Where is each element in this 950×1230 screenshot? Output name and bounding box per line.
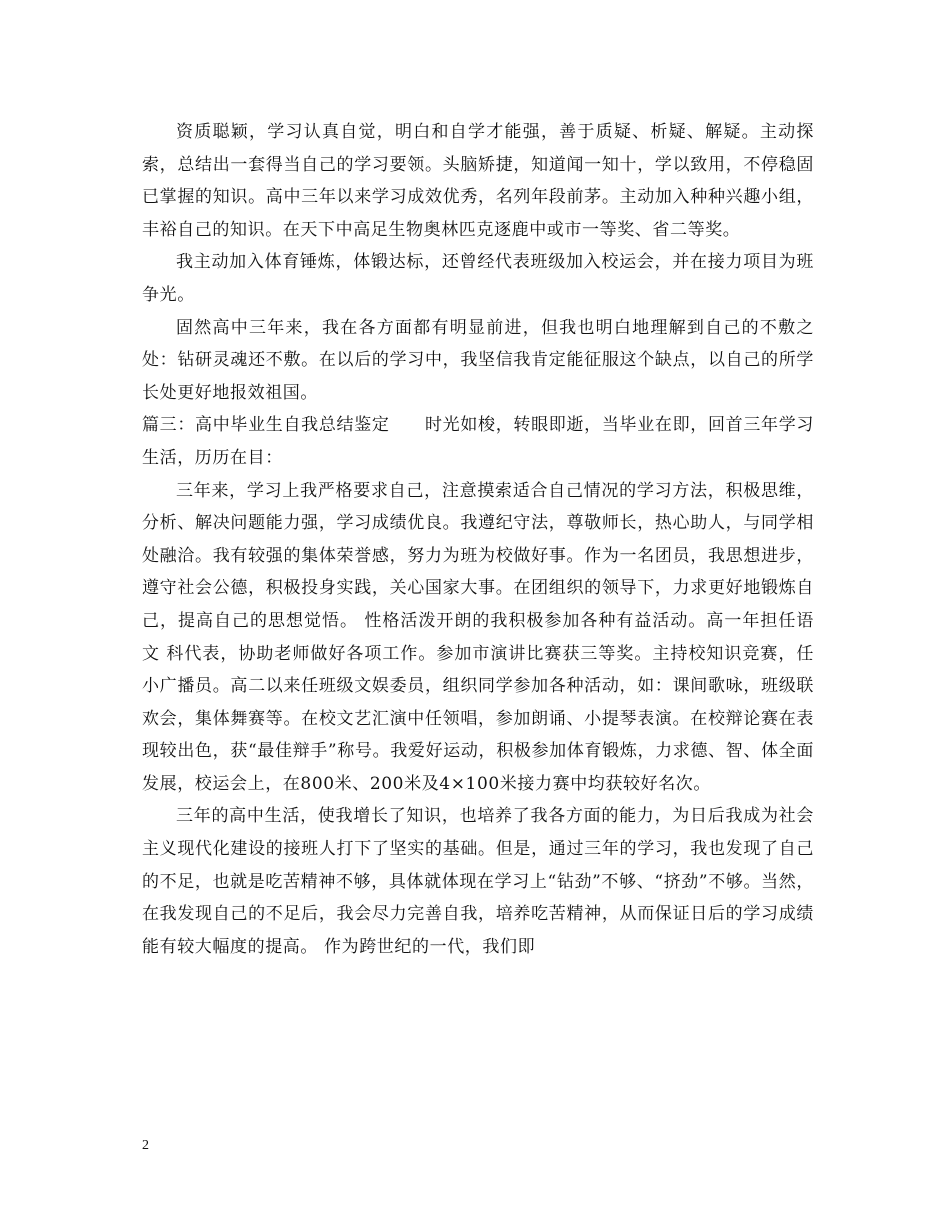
paragraph-2: 我主动加入体育锤炼，体锻达标，还曾经代表班级加入校运会，并在接力项目为班争光。 (142, 252, 814, 305)
paragraph-3: 固然高中三年来，我在各方面都有明显前进，但我也明白地理解到自己的不敷之处：钻研灵魂还不敷。在以后的学习中，我坚信我肯定能征服这个缺点，以自己的所学长处更好地报效祖国。 (142, 317, 814, 403)
document-body (142, 116, 814, 963)
page-number: 2 (142, 1138, 149, 1153)
paragraph-1: 资质聪颖，学习认真自觉，明白和自学才能强，善于质疑、析疑、解疑。主动探索，总结出一套得当自己的学习要领。头脑矫捷，知道闻一知十，学以致用，不停稳固已掌握的知识。高中三年以来学习成效优秀，名列年段前茅。主动加入种种兴趣小组，丰裕自己的知识。在天下中高足生物奥林匹克逐鹿中或市一等奖、省二等奖。 (142, 122, 814, 240)
paragraph-6: 三年的高中生活，使我增长了知识，也培养了我各方面的能力，为日后我成为社会主义现代化建设的接班人打下了坚实的基础。但是，通过三年的学习，我也发现了自己的不足，也就是吃苦精神不够，具体就体现在学习上“钻劲”不够、“挤劲”不够。当然，在我发现自己的不足后，我会尽力完善自我，培养吃苦精神，从而保证日后的学习成绩能有较大幅度的提高。 作为跨世纪的一代，我们即 (142, 806, 814, 957)
paragraph-5: 三年来，学习上我严格要求自己，注意摸索适合自己情况的学习方法，积极思维，分析、解决问题能力强，学习成绩优良。我遵纪守法，尊敬师长，热心助人，与同学相处融洽。我有较强的集体荣誉感，努力为班为校做好事。作为一名团员，我思想进步，遵守社会公德，积极投身实践，关心国家大事。在团组织的领导下，力求更好地锻炼自己，提高自己的思想觉悟。 性格活泼开朗的我积极参加各种有益活动。高一年担任语文 科代表，协助老师做好各项工作。参加市演讲比赛获三等奖。主持校知识竞赛，任小广播员。高二以来任班级文娱委员，组织同学参加各种活动，如：课间歌咏，班级联欢会，集体舞赛等。在校文艺汇演中任领唱，参加朗诵、小提琴表演。在校辩论赛在表现较出色，获“最佳辩手”称号。我爱好运动，积极参加体育锻炼，力求德、智、体全面发展，校运会上，在800米、200米及4×100米接力赛中均获较好名次。 (142, 480, 814, 794)
section-heading-paragraph: 篇三：高中毕业生自我总结鉴定 时光如梭，转眼即逝，当毕业在即，回首三年学习生活，历历在目： (142, 415, 814, 468)
